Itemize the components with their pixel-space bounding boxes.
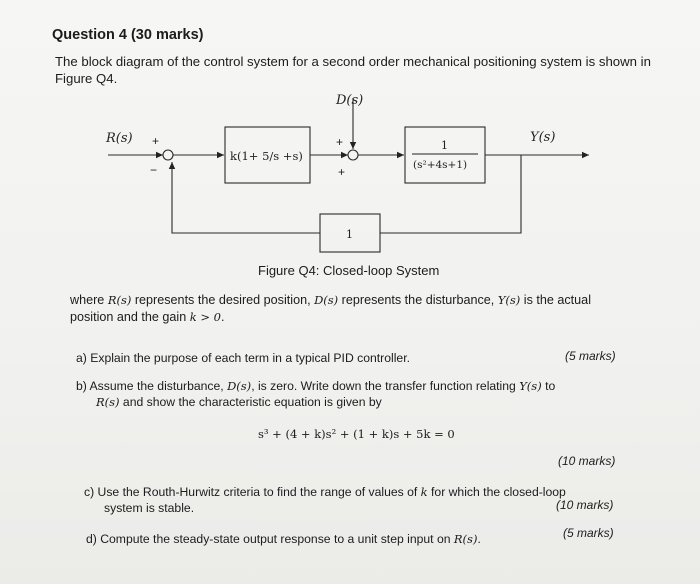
sum2-top-plus-sign: + (336, 135, 344, 149)
input-label: R(s) (106, 131, 133, 146)
plant-block (405, 127, 485, 183)
question-title: Question 4 (30 marks) (52, 27, 204, 43)
part-b-marks: (10 marks) (558, 454, 616, 468)
part-c-k: k (420, 485, 428, 499)
sum1-minus-sign: − (150, 163, 158, 177)
part-c-text (84, 484, 629, 516)
where-paragraph (70, 292, 630, 326)
where-text-3: represents the disturbance, (338, 293, 498, 307)
part-c-line2: system is stable. (104, 501, 195, 515)
summing-junction-2 (348, 150, 358, 160)
where-text-2: represents the desired position, (131, 293, 315, 307)
part-a-marks: (5 marks) (565, 349, 616, 363)
part-b-line2-b: and show the characteristic equation is given by (119, 395, 382, 409)
sum1-plus-sign: + (152, 134, 160, 148)
part-b-y: Y(s) (519, 379, 542, 393)
part-b-line1-b: , is zero. Write down the transfer function relating (251, 379, 520, 393)
part-b-r: R(s) (96, 395, 120, 409)
part-a-text: a) Explain the purpose of each term in a typical PID controller. (76, 351, 410, 365)
where-y: Y(s) (497, 293, 521, 307)
part-b-line1-a: b) Assume the disturbance, (76, 379, 228, 393)
part-b-d: D(s) (227, 379, 252, 393)
where-r: R(s) (107, 293, 132, 307)
block-diagram (0, 0, 700, 270)
part-b-line1-c: to (541, 379, 556, 393)
part-d-line: d) Compute the steady-state output response to a unit step input on (86, 532, 454, 546)
summing-junction-1 (163, 150, 173, 160)
disturbance-label: D(s) (336, 93, 364, 108)
part-b-text (76, 378, 636, 410)
feedback-gain: 1 (346, 228, 353, 241)
part-c-line1-b: for which the closed-loop (427, 485, 566, 499)
part-d-text (86, 531, 481, 547)
part-d-marks: (5 marks) (563, 526, 614, 540)
where-text-5: . (220, 310, 225, 324)
feedback-line-left (172, 162, 320, 233)
where-k: k > 0 (189, 310, 221, 324)
where-text-4: is the actual position and the gain (70, 293, 591, 324)
plant-numerator: 1 (441, 139, 448, 152)
where-text-1: where (70, 293, 108, 307)
controller-transfer-function: k(1+ 5/s +s) (230, 149, 303, 163)
question-intro: The block diagram of the control system for a second order mechanical positioning system is shown in Figure Q4. (55, 54, 651, 86)
part-c-line1: c) Use the Routh-Hurwitz criteria to find the range of values of (84, 485, 421, 499)
part-d-r: R(s) (453, 532, 478, 546)
sum2-bottom-plus-sign: + (338, 165, 346, 179)
output-label: Y(s) (530, 130, 556, 145)
plant-denominator: (s²+4s+1) (413, 159, 468, 171)
where-d: D(s) (314, 293, 339, 307)
part-c-marks: (10 marks) (556, 498, 614, 512)
part-d-end: . (477, 532, 481, 546)
characteristic-equation: s³ + (4 + k)s² + (1 + k)s + 5k = 0 (258, 427, 455, 441)
figure-caption: Figure Q4: Closed-loop System (258, 263, 440, 278)
